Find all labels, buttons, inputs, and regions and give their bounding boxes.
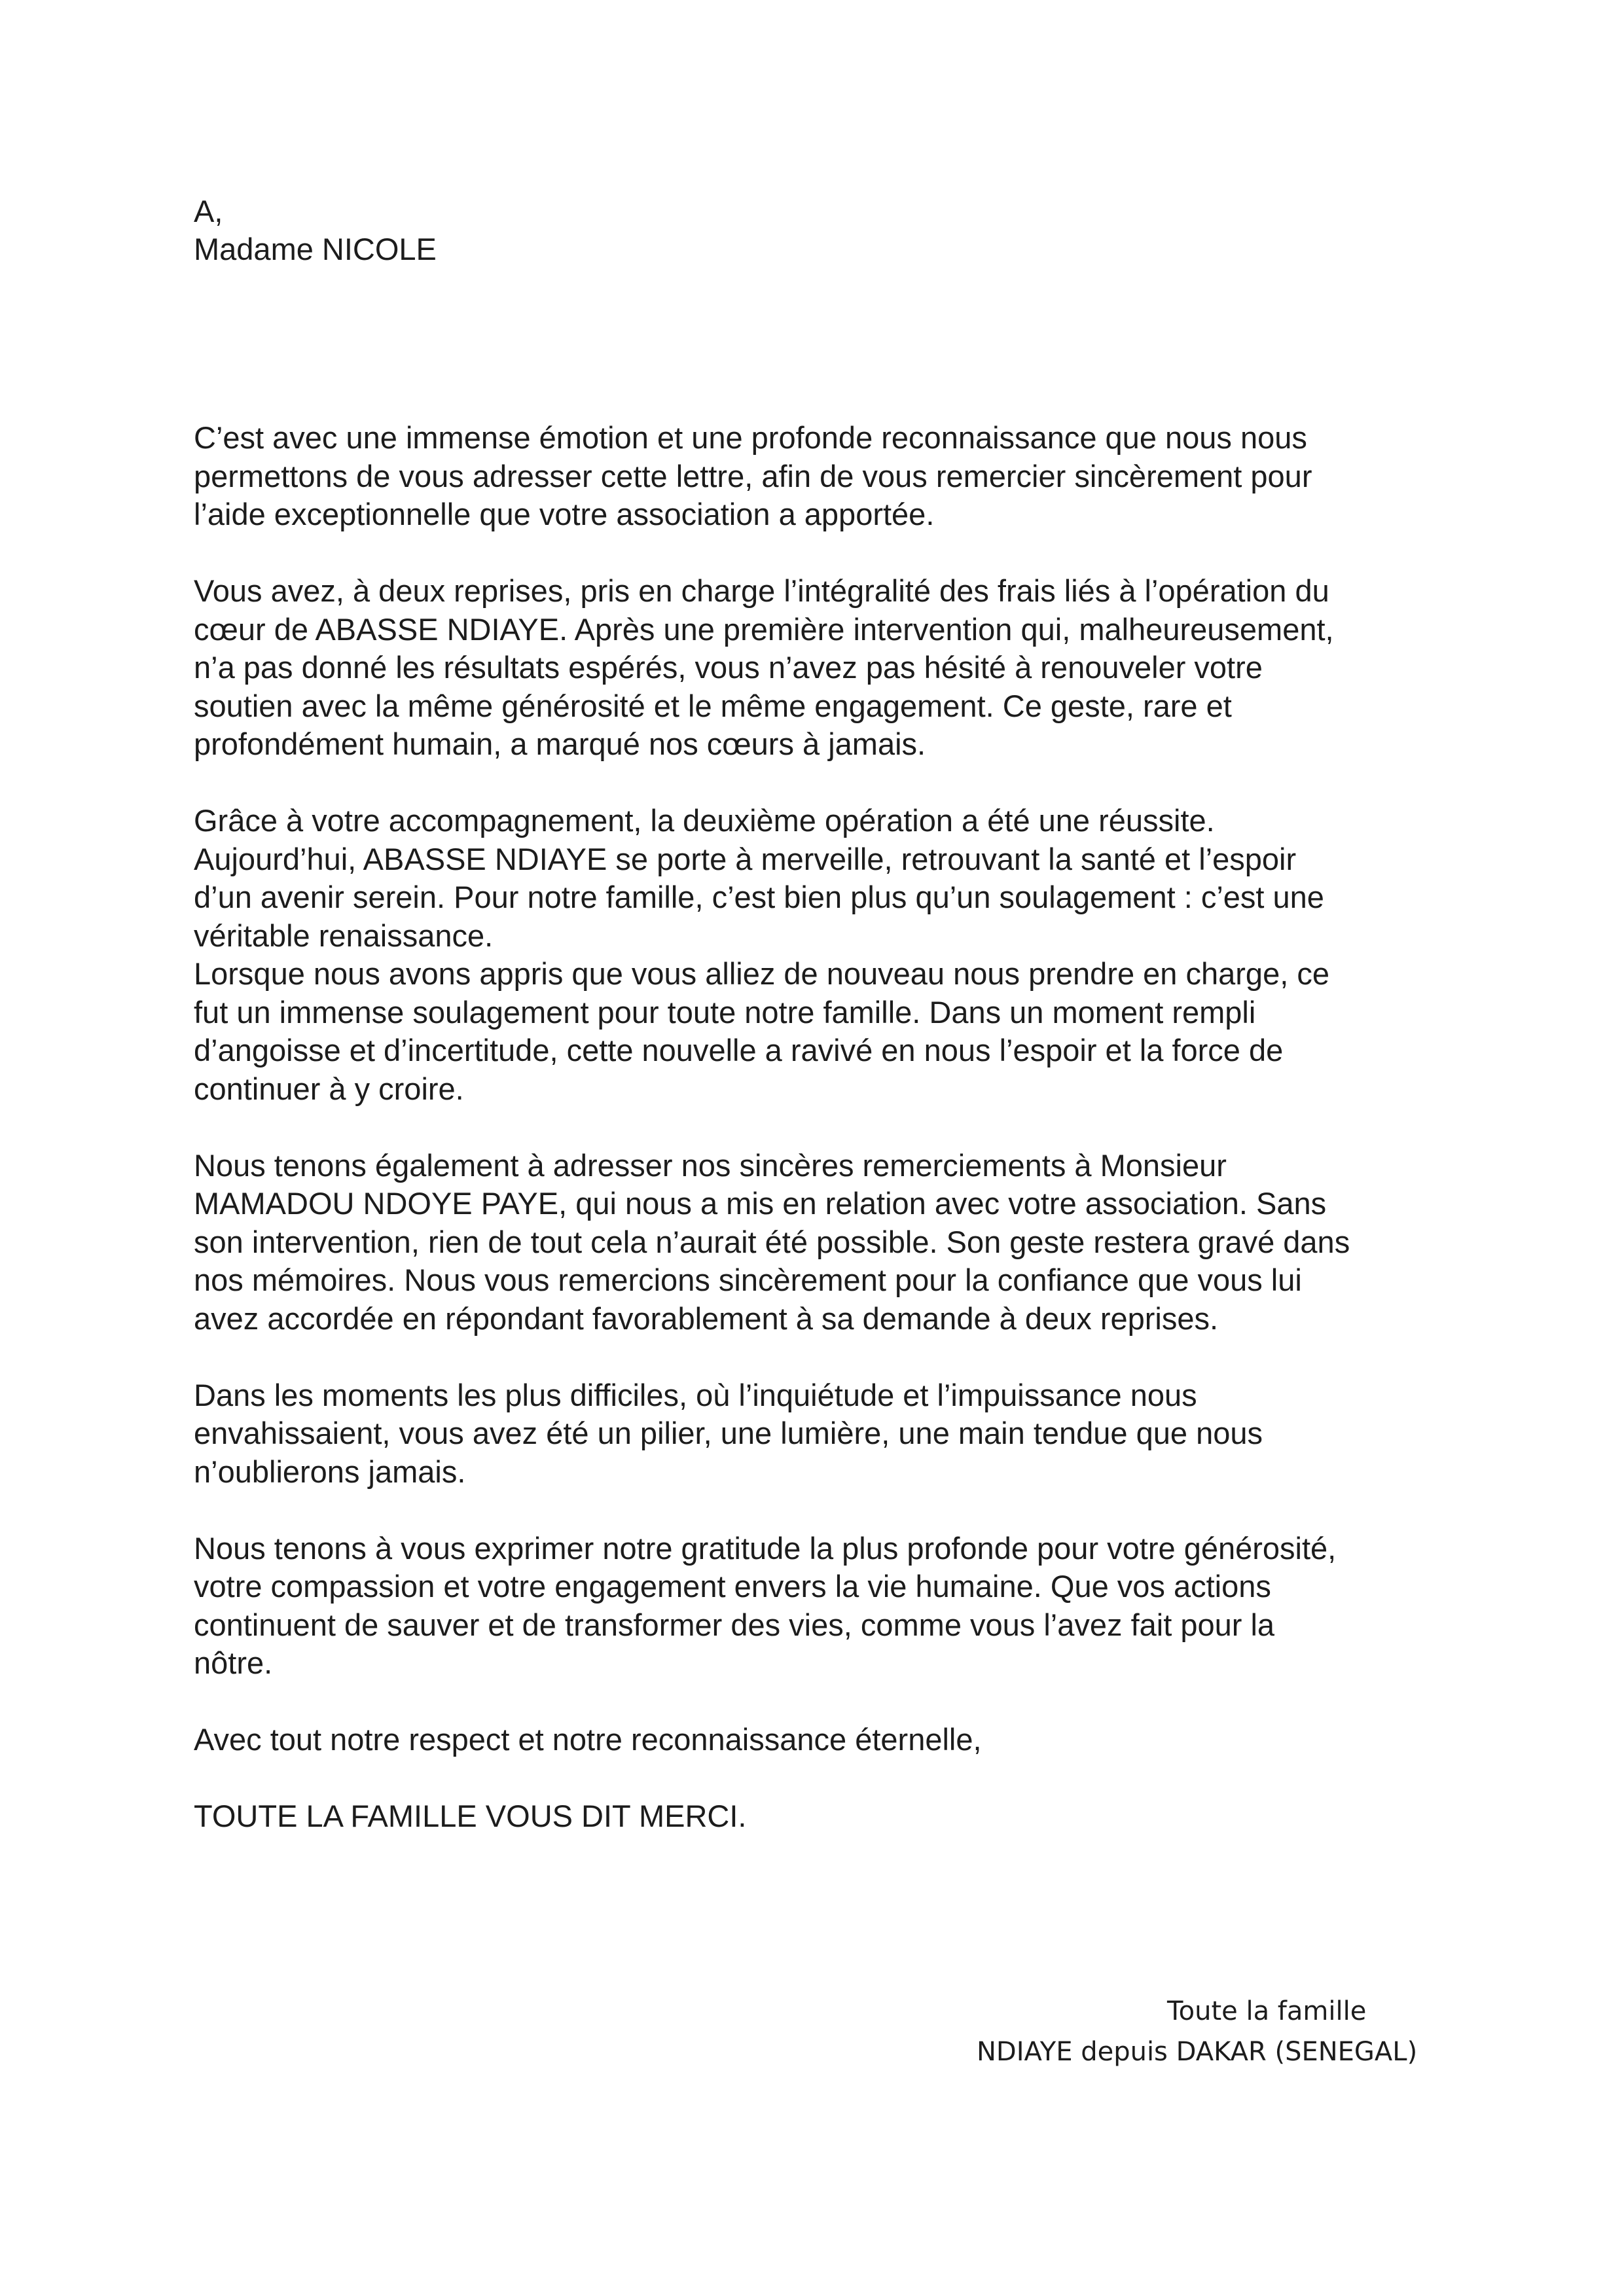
body-line: véritable renaissance. [194, 918, 494, 953]
paragraph-second-operation [194, 802, 1477, 955]
letter-body [194, 419, 1477, 1874]
body-line: Nous tenons à vous exprimer notre gratitude la plus profonde pour votre générosité, [194, 1530, 1337, 1566]
body-line: n’oublierons jamais. [194, 1454, 466, 1489]
paragraph-family-thanks [194, 1797, 1477, 1836]
body-line: son intervention, rien de tout cela n’aurait été possible. Son geste restera gravé dans [194, 1224, 1350, 1259]
body-line: Nous tenons également à adresser nos sincères remerciements à Monsieur [194, 1147, 1227, 1183]
body-line: Aujourd’hui, ABASSE NDIAYE se porte à merveille, retrouvant la santé et l’espoir [194, 841, 1297, 876]
body-line: n’a pas donné les résultats espérés, vous n’avez pas hésité à renouveler votre [194, 650, 1263, 685]
body-line: permettons de vous adresser cette lettre, afin de vous remercier sincèrement pour [194, 458, 1312, 493]
paragraph-thanks-intermediary [194, 1147, 1477, 1338]
addressee-name: Madame NICOLE [194, 232, 437, 266]
body-line: cœur de ABASSE NDIAYE. Après une première intervention qui, malheureusement, [194, 611, 1334, 647]
body-line: continuer à y croire. [194, 1071, 464, 1106]
paragraph-surgery-funding [194, 572, 1477, 764]
signature-line-1: Toute la famille [1167, 1996, 1367, 2026]
body-line: continuent de sauver et de transformer des vies, comme vous l’avez fait pour la [194, 1607, 1275, 1642]
body-line: Lorsque nous avons appris que vous alliez de nouveau nous prendre en charge, ce [194, 956, 1329, 991]
addressee-block [194, 192, 437, 268]
body-line: Grâce à votre accompagnement, la deuxième opération a été une réussite. [194, 803, 1215, 838]
body-line: fut un immense soulagement pour toute notre famille. Dans un moment rempli [194, 994, 1256, 1030]
body-line: Dans les moments les plus difficiles, où l’inquiétude et l’impuissance nous [194, 1377, 1197, 1412]
addressee-prefix: A, [194, 194, 223, 228]
body-line: nôtre. [194, 1645, 273, 1680]
signature-line-2: NDIAYE depuis DAKAR (SENEGAL) [977, 2037, 1418, 2067]
body-line: C’est avec une immense émotion et une profonde reconnaissance que nous nous [194, 420, 1307, 455]
body-line: TOUTE LA FAMILLE VOUS DIT MERCI. [194, 1799, 747, 1833]
paragraph-gratitude [194, 1530, 1477, 1683]
paragraph-closing-respect [194, 1721, 1477, 1759]
paragraph-gratitude-intro [194, 419, 1477, 534]
paragraph-support [194, 1376, 1477, 1492]
body-line: profondément humain, a marqué nos cœurs à jamais. [194, 726, 926, 761]
body-line: l’aide exceptionnelle que votre association a apportée. [194, 497, 935, 531]
body-line: nos mémoires. Nous vous remercions sincèrement pour la confiance que vous lui [194, 1263, 1302, 1297]
body-line: soutien avec la même générosité et le même engagement. Ce geste, rare et [194, 688, 1232, 723]
body-line: Avec tout notre respect et notre reconnaissance éternelle, [194, 1722, 982, 1757]
body-line: MAMADOU NDOYE PAYE, qui nous a mis en relation avec votre association. Sans [194, 1186, 1327, 1221]
body-line: Vous avez, à deux reprises, pris en charge l’intégralité des frais liés à l’opération du [194, 573, 1329, 608]
body-line: d’angoisse et d’incertitude, cette nouvelle a ravivé en nous l’espoir et la force de [194, 1033, 1284, 1067]
paragraph-relief [194, 955, 1477, 1108]
body-line: avez accordée en répondant favorablement à sa demande à deux reprises. [194, 1300, 1219, 1336]
body-line: envahissaient, vous avez été un pilier, une lumière, une main tendue que nous [194, 1416, 1263, 1450]
body-line: d’un avenir serein. Pour notre famille, c’est bien plus qu’un soulagement : c’est une [194, 880, 1324, 914]
body-line: votre compassion et votre engagement envers la vie humaine. Que vos actions [194, 1569, 1271, 1604]
